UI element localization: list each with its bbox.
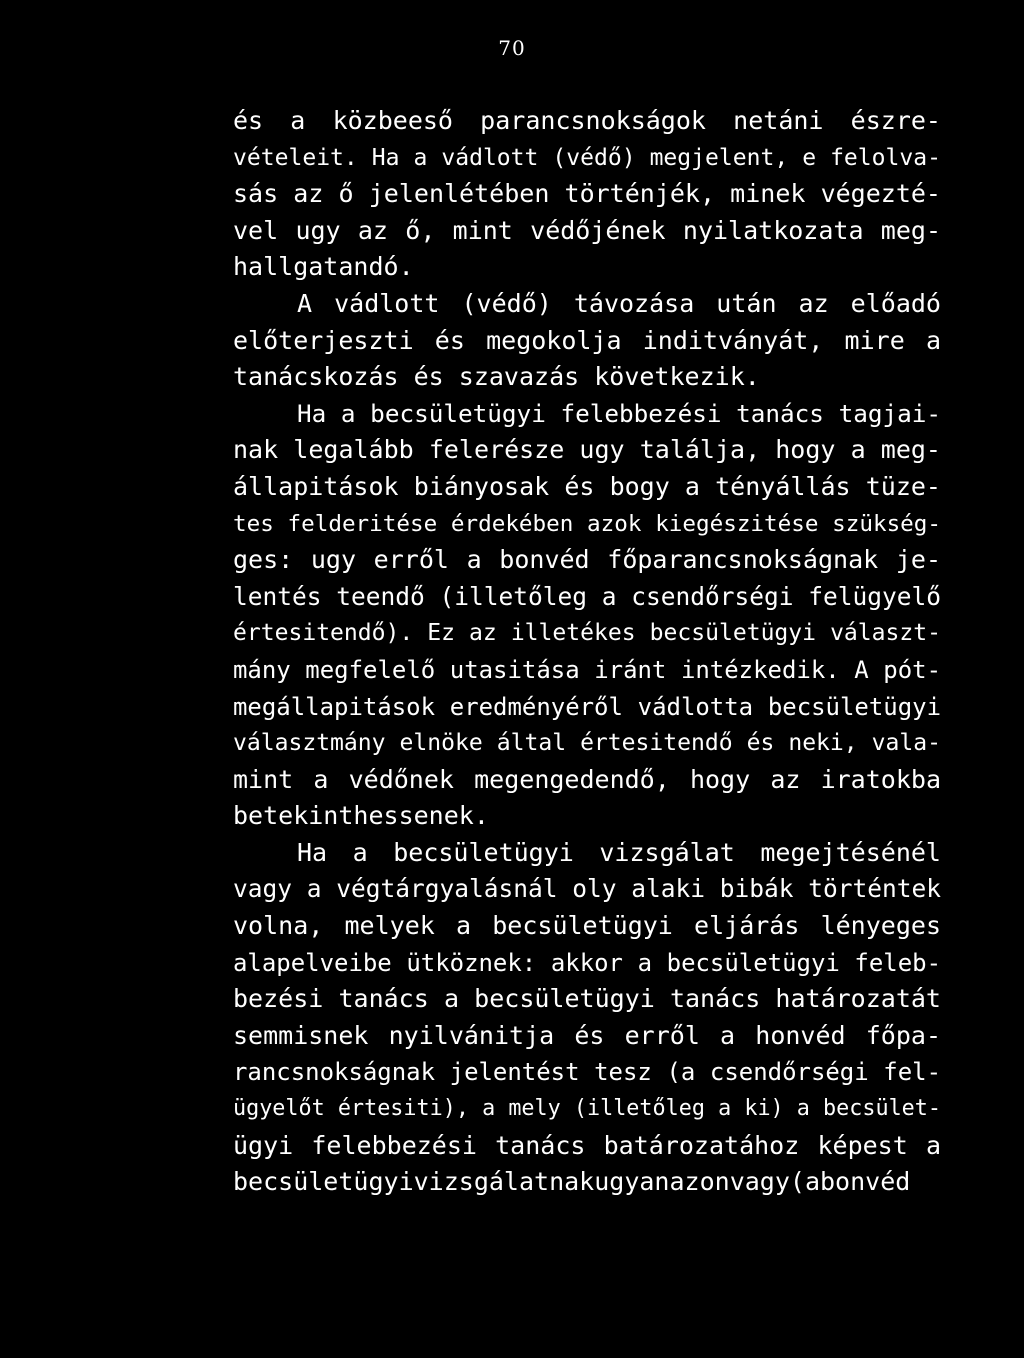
text-line: választmány elnöke által értesitendő és neki, vala- — [233, 730, 941, 757]
text-line: rancsnokságnak jelentést tesz (a csendőrségi fel- — [233, 1058, 941, 1087]
text-line: állapitások biányosak és bogy a tényállás tüze- — [233, 471, 941, 501]
text-line: és a közbeeső parancsnokságok netáni észre- — [233, 106, 941, 135]
text-line: nak legalább felerésze ugy találja, hogy a meg- — [233, 435, 941, 465]
text-line: vel ugy az ő, mint védőjének nyilatkozata meg- — [233, 215, 941, 245]
text-line: vételeit. Ha a vádlott (védő) megjelent, e felolva- — [233, 144, 941, 171]
text-line: vagy a végtárgyalásnál oly alaki bibák történtek — [233, 874, 942, 904]
body-text — [233, 103, 941, 1201]
text-line: Ha a becsületügyi felebbezési tanács tagjai- — [297, 398, 942, 428]
text-line: tanácskozás és szavazás következik. — [233, 362, 760, 392]
text-line: hallgatandó. — [233, 252, 414, 282]
text-line: lentés teendő (illetőleg a csendőrségi felügyelő — [233, 581, 942, 611]
page-number: 70 — [498, 36, 526, 60]
text-line: ügyelőt értesiti), a mely (illetőleg a ki) a becsület- — [233, 1096, 941, 1122]
text-line: tes felderitése érdekében azok kiegészitése szükség- — [233, 510, 941, 537]
text-line: bezési tanács a becsületügyi tanács határozatát — [233, 984, 941, 1014]
text-line: alapelveibe ütköznek: akkor a becsületügyi feleb- — [233, 948, 941, 977]
text-line: mány megfelelő utasitása iránt intézkedik. A pót- — [233, 655, 941, 684]
text-line: Ha a becsületügyi vizsgálat megejtésénél — [297, 837, 941, 867]
text-line: ügyi felebbezési tanács batározatához képest a — [233, 1130, 941, 1160]
text-line: sás az ő jelenlétében történjék, minek végezté- — [233, 179, 941, 209]
text-line: értesitendő). Ez az illetékes becsületügyi választ- — [233, 620, 941, 647]
text-line: ges: ugy erről a bonvéd főparancsnokságnak je- — [233, 545, 941, 575]
text-line: mint a védőnek megengedendő, hogy az iratokba — [233, 764, 941, 794]
text-line: előterjeszti és megokolja inditványát, mire a — [233, 325, 941, 355]
text-line: betekinthessenek. — [233, 801, 489, 831]
text-line: A vádlott (védő) távozása után az előadó — [297, 288, 941, 318]
text-line: semmisnek nyilvánitja és erről a honvéd főpa- — [233, 1020, 941, 1050]
text-line: volna, melyek a becsületügyi eljárás lényeges — [233, 911, 941, 941]
text-line: megállapitások eredményéről vádlotta becsületügyi — [233, 692, 941, 721]
text-line: becsületügyivizsgálatnakugyanazonvagy(abonvéd — [233, 1167, 911, 1197]
